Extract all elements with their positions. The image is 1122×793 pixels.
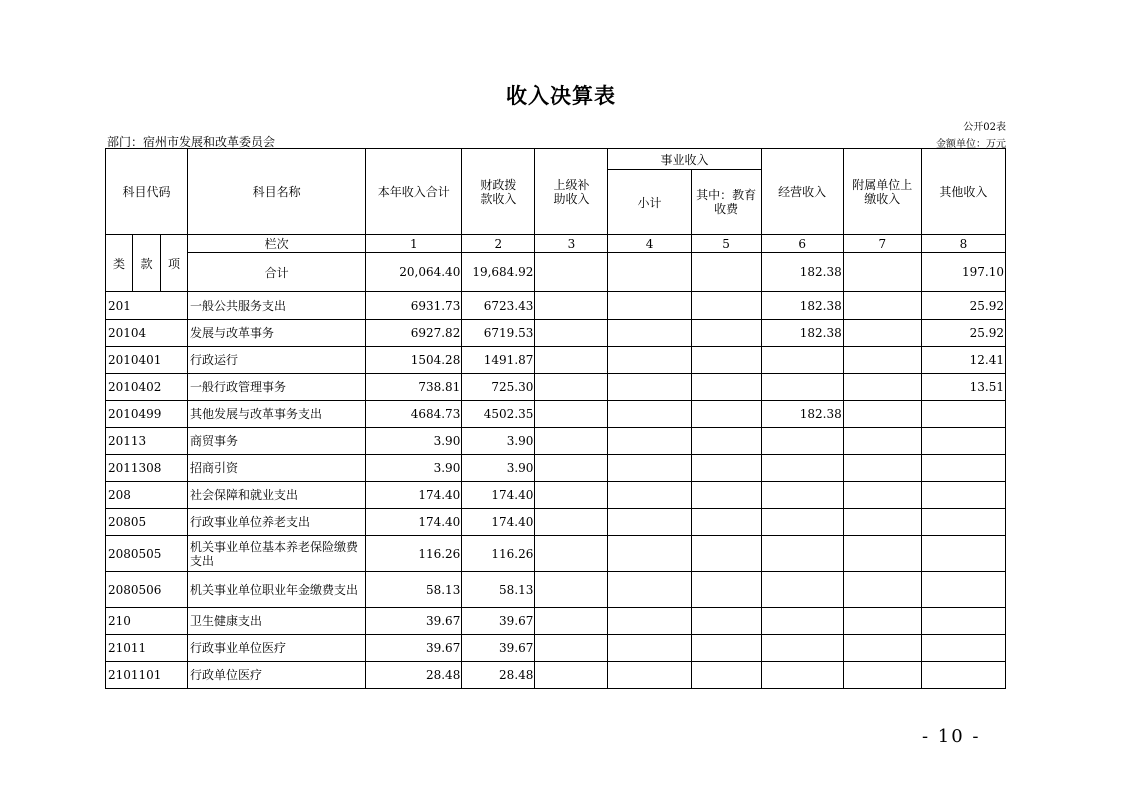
- value-cell: [843, 401, 921, 428]
- header-education: 其中：教育收费: [691, 170, 761, 235]
- value-cell: [921, 455, 1005, 482]
- value-cell: [535, 320, 608, 347]
- total-value-cell: [535, 253, 608, 292]
- value-cell: [608, 347, 691, 374]
- value-cell: [608, 320, 691, 347]
- value-cell: [535, 662, 608, 689]
- value-cell: [843, 608, 921, 635]
- header-subtotal: 小计: [608, 170, 691, 235]
- subject-code-cell: 2010402: [106, 374, 188, 401]
- value-cell: 25.92: [921, 292, 1005, 320]
- value-cell: [535, 572, 608, 608]
- value-cell: [608, 292, 691, 320]
- unit-label: 金额单位：万元: [936, 139, 1006, 150]
- value-cell: 174.40: [462, 509, 535, 536]
- value-cell: 1504.28: [366, 347, 462, 374]
- subject-code-cell: 20104: [106, 320, 188, 347]
- header-fiscal: 财政拨款收入: [462, 149, 535, 235]
- value-cell: [535, 482, 608, 509]
- department-label: 部门：宿州市发展和改革委员会: [107, 135, 276, 149]
- value-cell: [761, 536, 843, 572]
- value-cell: [535, 292, 608, 320]
- value-cell: [921, 572, 1005, 608]
- value-cell: [608, 572, 691, 608]
- subject-code-cell: 208: [106, 482, 188, 509]
- value-cell: 182.38: [761, 401, 843, 428]
- total-value-cell: 182.38: [761, 253, 843, 292]
- value-cell: 6931.73: [366, 292, 462, 320]
- value-cell: [691, 635, 761, 662]
- value-cell: [608, 428, 691, 455]
- subject-name-cell: 一般行政管理事务: [188, 374, 366, 401]
- value-cell: [691, 374, 761, 401]
- value-cell: 39.67: [366, 608, 462, 635]
- table-row: [106, 292, 1006, 320]
- value-cell: [608, 509, 691, 536]
- value-cell: 116.26: [462, 536, 535, 572]
- subject-name-cell: 行政事业单位养老支出: [188, 509, 366, 536]
- value-cell: [921, 608, 1005, 635]
- value-cell: [843, 635, 921, 662]
- total-value-cell: 19,684.92: [462, 253, 535, 292]
- value-cell: 3.90: [462, 428, 535, 455]
- value-cell: [691, 572, 761, 608]
- value-cell: [691, 509, 761, 536]
- form-number: 公开02表: [963, 122, 1006, 133]
- subject-code-cell: 2080506: [106, 572, 188, 608]
- table-row: [106, 608, 1006, 635]
- table-row: [106, 482, 1006, 509]
- subject-name-cell: 机关事业单位职业年金缴费支出: [188, 572, 366, 608]
- value-cell: [691, 536, 761, 572]
- header-operating: 经营收入: [761, 149, 843, 235]
- value-cell: 174.40: [366, 482, 462, 509]
- subject-code-cell: 201: [106, 292, 188, 320]
- value-cell: 174.40: [366, 509, 462, 536]
- subject-name-cell: 机关事业单位基本养老保险缴费支出: [188, 536, 366, 572]
- total-value-cell: [843, 253, 921, 292]
- table-row: [106, 374, 1006, 401]
- column-number: 8: [921, 235, 1005, 253]
- header-other: 其他收入: [921, 149, 1005, 235]
- subject-code-cell: 2101101: [106, 662, 188, 689]
- value-cell: [761, 509, 843, 536]
- value-cell: [608, 401, 691, 428]
- header-business: 事业收入: [608, 149, 761, 170]
- header-column-label: 栏次: [188, 235, 366, 253]
- subject-code-cell: 21011: [106, 635, 188, 662]
- value-cell: [608, 662, 691, 689]
- value-cell: [535, 509, 608, 536]
- total-value-cell: [608, 253, 691, 292]
- header-code: 科目代码: [106, 149, 188, 235]
- column-number: 3: [535, 235, 608, 253]
- header-lei: 类: [106, 235, 133, 292]
- value-cell: 1491.87: [462, 347, 535, 374]
- subject-name-cell: 行政单位医疗: [188, 662, 366, 689]
- subject-name-cell: 行政事业单位医疗: [188, 635, 366, 662]
- value-cell: [921, 509, 1005, 536]
- value-cell: [843, 536, 921, 572]
- subject-code-cell: 2010499: [106, 401, 188, 428]
- value-cell: 39.67: [462, 635, 535, 662]
- value-cell: 4684.73: [366, 401, 462, 428]
- value-cell: [608, 374, 691, 401]
- value-cell: [691, 401, 761, 428]
- value-cell: [691, 347, 761, 374]
- subject-code-cell: 2011308: [106, 455, 188, 482]
- value-cell: [535, 635, 608, 662]
- value-cell: [761, 662, 843, 689]
- value-cell: 3.90: [366, 428, 462, 455]
- value-cell: [608, 536, 691, 572]
- value-cell: [691, 608, 761, 635]
- subject-name-cell: 招商引资: [188, 455, 366, 482]
- value-cell: [535, 536, 608, 572]
- value-cell: [691, 292, 761, 320]
- income-table: [105, 148, 1006, 689]
- value-cell: [843, 572, 921, 608]
- value-cell: [843, 482, 921, 509]
- total-value-cell: [691, 253, 761, 292]
- value-cell: 174.40: [462, 482, 535, 509]
- value-cell: [761, 428, 843, 455]
- page-title: 收入决算表: [506, 84, 616, 108]
- value-cell: 6723.43: [462, 292, 535, 320]
- value-cell: 28.48: [462, 662, 535, 689]
- value-cell: 182.38: [761, 292, 843, 320]
- value-cell: [535, 608, 608, 635]
- table-row: [106, 401, 1006, 428]
- value-cell: [535, 401, 608, 428]
- total-value-cell: 20,064.40: [366, 253, 462, 292]
- total-value-cell: 197.10: [921, 253, 1005, 292]
- value-cell: [691, 662, 761, 689]
- table-row: [106, 455, 1006, 482]
- value-cell: [843, 455, 921, 482]
- subject-code-cell: 2010401: [106, 347, 188, 374]
- value-cell: [843, 320, 921, 347]
- subject-name-cell: 商贸事务: [188, 428, 366, 455]
- column-number: 5: [691, 235, 761, 253]
- column-number: 4: [608, 235, 691, 253]
- value-cell: [921, 428, 1005, 455]
- value-cell: [535, 428, 608, 455]
- value-cell: [691, 320, 761, 347]
- value-cell: [921, 662, 1005, 689]
- value-cell: [761, 635, 843, 662]
- value-cell: [535, 374, 608, 401]
- value-cell: [921, 401, 1005, 428]
- table-row: [106, 509, 1006, 536]
- subject-name-cell: 一般公共服务支出: [188, 292, 366, 320]
- value-cell: [691, 482, 761, 509]
- value-cell: [535, 455, 608, 482]
- table-row: [106, 347, 1006, 374]
- table-row: [106, 536, 1006, 572]
- header-superior: 上级补助收入: [535, 149, 608, 235]
- table-row: [106, 635, 1006, 662]
- value-cell: [608, 455, 691, 482]
- subject-name-cell: 卫生健康支出: [188, 608, 366, 635]
- table-row: [106, 428, 1006, 455]
- value-cell: 39.67: [462, 608, 535, 635]
- value-cell: [691, 455, 761, 482]
- header-name: 科目名称: [188, 149, 366, 235]
- value-cell: [921, 482, 1005, 509]
- value-cell: [843, 347, 921, 374]
- header-kuan: 款: [133, 235, 161, 292]
- value-cell: [921, 635, 1005, 662]
- header-affiliated: 附属单位上缴收入: [843, 149, 921, 235]
- value-cell: 25.92: [921, 320, 1005, 347]
- value-cell: [608, 482, 691, 509]
- value-cell: [761, 374, 843, 401]
- subject-name-cell: 发展与改革事务: [188, 320, 366, 347]
- value-cell: 6927.82: [366, 320, 462, 347]
- page-number: - 10 -: [922, 726, 981, 747]
- value-cell: [843, 292, 921, 320]
- value-cell: [761, 608, 843, 635]
- column-number: 7: [843, 235, 921, 253]
- value-cell: [761, 347, 843, 374]
- value-cell: 58.13: [462, 572, 535, 608]
- table-row: [106, 320, 1006, 347]
- subject-code-cell: 210: [106, 608, 188, 635]
- subject-code-cell: 20113: [106, 428, 188, 455]
- column-number: 6: [761, 235, 843, 253]
- subject-code-cell: 20805: [106, 509, 188, 536]
- value-cell: 6719.53: [462, 320, 535, 347]
- header-total: 本年收入合计: [366, 149, 462, 235]
- value-cell: 3.90: [366, 455, 462, 482]
- value-cell: [691, 428, 761, 455]
- header-xiang: 项: [161, 235, 188, 292]
- value-cell: 3.90: [462, 455, 535, 482]
- value-cell: [843, 509, 921, 536]
- subject-name-cell: 其他发展与改革事务支出: [188, 401, 366, 428]
- value-cell: [843, 374, 921, 401]
- column-number: 2: [462, 235, 535, 253]
- value-cell: [843, 662, 921, 689]
- subject-name-cell: 行政运行: [188, 347, 366, 374]
- table-row: [106, 572, 1006, 608]
- total-row-label: 合计: [188, 253, 366, 292]
- value-cell: 12.41: [921, 347, 1005, 374]
- value-cell: 28.48: [366, 662, 462, 689]
- value-cell: [761, 455, 843, 482]
- value-cell: 116.26: [366, 536, 462, 572]
- subject-code-cell: 2080505: [106, 536, 188, 572]
- value-cell: 58.13: [366, 572, 462, 608]
- value-cell: [843, 428, 921, 455]
- column-number: 1: [366, 235, 462, 253]
- value-cell: 13.51: [921, 374, 1005, 401]
- table-row: [106, 662, 1006, 689]
- value-cell: 182.38: [761, 320, 843, 347]
- value-cell: 738.81: [366, 374, 462, 401]
- value-cell: 725.30: [462, 374, 535, 401]
- value-cell: [535, 347, 608, 374]
- value-cell: [761, 572, 843, 608]
- value-cell: [608, 635, 691, 662]
- value-cell: 4502.35: [462, 401, 535, 428]
- value-cell: [921, 536, 1005, 572]
- value-cell: 39.67: [366, 635, 462, 662]
- value-cell: [761, 482, 843, 509]
- value-cell: [608, 608, 691, 635]
- subject-name-cell: 社会保障和就业支出: [188, 482, 366, 509]
